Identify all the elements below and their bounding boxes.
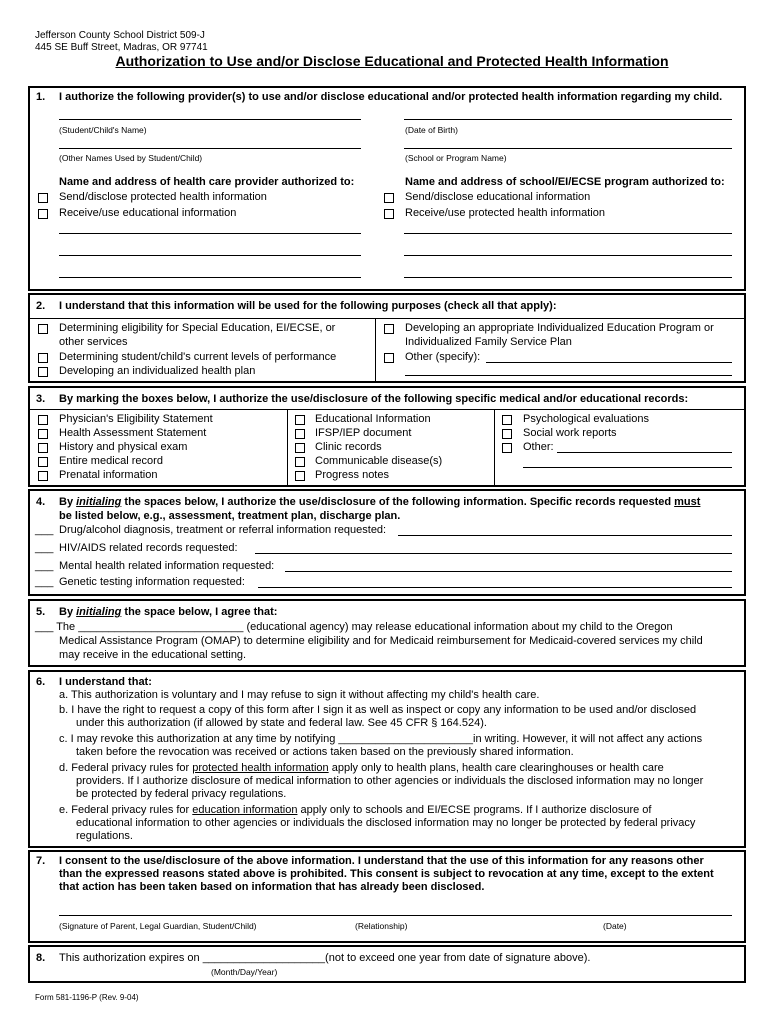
genetic-field[interactable]	[258, 587, 732, 588]
record-progress-label: Progress notes	[315, 469, 389, 481]
record-physician-checkbox[interactable]	[38, 415, 48, 425]
school-receive-label: Receive/use protected health information	[405, 207, 605, 219]
section-8	[28, 945, 746, 983]
record-health-assessment-checkbox[interactable]	[38, 429, 48, 439]
section-2-number: 2.	[36, 300, 46, 312]
record-psychological-checkbox[interactable]	[502, 415, 512, 425]
record-communicable-checkbox[interactable]	[295, 457, 305, 467]
form-number: Form 581-1196-P (Rev. 9-04)	[35, 993, 139, 1002]
understand-e-3: regulations.	[76, 830, 133, 842]
mental-health-label: Mental health related information requested:	[59, 560, 275, 572]
understand-e-2: educational information to other agencies or individuals the disclosed information may no longer be protected by federal privacy	[76, 817, 696, 829]
purpose-eligibility-checkbox[interactable]	[38, 324, 48, 334]
expiration-text[interactable]: This authorization expires on ____________________(not to exceed one year from date of signature above).	[59, 952, 591, 964]
date-of-birth-field[interactable]	[404, 119, 732, 120]
record-prenatal-label: Prenatal information	[59, 469, 158, 481]
mental-health-field[interactable]	[285, 571, 732, 572]
record-physician-label: Physician's Eligibility Statement	[59, 413, 213, 425]
drug-alcohol-initial-blank[interactable]: ___	[35, 524, 54, 536]
provider-send-label: Send/disclose protected health information	[59, 191, 267, 203]
omap-agreement-line-3: may receive in the educational setting.	[59, 649, 247, 661]
record-other-label: Other:	[523, 441, 554, 453]
school-receive-checkbox[interactable]	[384, 209, 394, 219]
provider-address-line-3[interactable]	[59, 277, 361, 278]
date-caption: (Date)	[603, 921, 627, 931]
understand-c-2: taken before the revocation was received or actions taken based on the previously shared information.	[76, 746, 574, 758]
district-address: 445 SE Buff Street, Madras, OR 97741	[35, 42, 208, 53]
relationship-caption: (Relationship)	[355, 921, 408, 931]
section-5-heading: By initialing the space below, I agree that:	[59, 606, 278, 618]
record-history-checkbox[interactable]	[38, 443, 48, 453]
district-name: Jefferson County School District 509-J	[35, 30, 205, 41]
purpose-other-field[interactable]	[486, 362, 732, 363]
understand-c-1[interactable]: c. I may revoke this authorization at any time by notifying ______________________in writing. However, it will not affect any actions	[59, 733, 703, 745]
purpose-iep-label: Developing an appropriate Individualized Education Program or	[405, 322, 714, 334]
record-ifsp-iep-label: IFSP/IEP document	[315, 427, 412, 439]
section-4-heading: By initialing the spaces below, I authorize the use/disclosure of the following information. Specific records requested must	[59, 496, 701, 508]
section-4-heading-2: be listed below, e.g., assessment, treatment plan, discharge plan.	[59, 510, 401, 522]
purpose-health-plan-checkbox[interactable]	[38, 367, 48, 377]
drug-alcohol-label: Drug/alcohol diagnosis, treatment or referral information requested:	[59, 524, 387, 536]
understand-d-1: d. Federal privacy rules for protected health information apply only to health plans, health care clearinghouses or health care	[59, 762, 664, 774]
date-of-birth-caption: (Date of Birth)	[405, 125, 458, 135]
section-5	[28, 599, 746, 667]
provider-address-line-1[interactable]	[59, 233, 361, 234]
purpose-performance-checkbox[interactable]	[38, 353, 48, 363]
section-4	[28, 489, 746, 596]
record-health-assessment-label: Health Assessment Statement	[59, 427, 207, 439]
school-address-line-3[interactable]	[404, 277, 732, 278]
omap-agreement-line-1[interactable]: ___ The ___________________________ (educational agency) may release educational information about my child to the Oregon	[35, 621, 673, 633]
purpose-health-plan-label: Developing an individualized health plan	[59, 365, 256, 377]
school-program-caption: (School or Program Name)	[405, 153, 507, 163]
record-educational-label: Educational Information	[315, 413, 431, 425]
hiv-aids-field[interactable]	[255, 553, 732, 554]
school-address-line-1[interactable]	[404, 233, 732, 234]
consent-line-3: that action has been taken based on information that has already been disclosed.	[59, 881, 485, 893]
school-send-checkbox[interactable]	[384, 193, 394, 203]
genetic-label: Genetic testing information requested:	[59, 576, 245, 588]
purpose-eligibility-label-2: other services	[59, 336, 128, 348]
signature-field[interactable]	[59, 915, 732, 916]
section-6-number: 6.	[36, 676, 46, 688]
provider-send-checkbox[interactable]	[38, 193, 48, 203]
form-title: Authorization to Use and/or Disclose Educational and Protected Health Information	[115, 53, 669, 69]
section-5-number: 5.	[36, 606, 46, 618]
section-3-heading: By marking the boxes below, I authorize the use/disclosure of the following specific medical and/or educational records:	[59, 393, 689, 405]
record-educational-checkbox[interactable]	[295, 415, 305, 425]
record-other-field-2[interactable]	[523, 467, 732, 468]
district-header	[35, 30, 208, 54]
purpose-other-checkbox[interactable]	[384, 353, 394, 363]
section-4-number: 4.	[36, 496, 46, 508]
record-social-work-label: Social work reports	[523, 427, 617, 439]
section-3-number: 3.	[36, 393, 46, 405]
genetic-initial-blank[interactable]: ___	[35, 576, 54, 588]
provider-receive-checkbox[interactable]	[38, 209, 48, 219]
section-6	[28, 670, 746, 848]
expiration-caption: (Month/Day/Year)	[211, 967, 278, 977]
record-social-work-checkbox[interactable]	[502, 429, 512, 439]
signature-caption: (Signature of Parent, Legal Guardian, Student/Child)	[59, 921, 257, 931]
record-prenatal-checkbox[interactable]	[38, 471, 48, 481]
purpose-performance-label: Determining student/child's current levels of performance	[59, 351, 337, 363]
other-names-caption: (Other Names Used by Student/Child)	[59, 153, 203, 163]
consent-line-2: than the expressed reasons stated above is prohibited. This consent is subject to revocation at any time, except to the extent	[59, 868, 714, 880]
school-send-label: Send/disclose educational information	[405, 191, 591, 203]
section-3	[28, 386, 746, 487]
hiv-aids-initial-blank[interactable]: ___	[35, 542, 54, 554]
record-other-field[interactable]	[557, 452, 732, 453]
other-names-field[interactable]	[59, 148, 361, 149]
school-heading: Name and address of school/EI/ECSE program authorized to:	[405, 176, 725, 188]
section-2	[28, 293, 746, 383]
record-ifsp-iep-checkbox[interactable]	[295, 429, 305, 439]
purpose-eligibility-label: Determining eligibility for Special Education, EI/ECSE, or	[59, 322, 336, 334]
understand-d-3: be protected by federal privacy regulations.	[76, 788, 287, 800]
mental-health-initial-blank[interactable]: ___	[35, 560, 54, 572]
provider-address-line-2[interactable]	[59, 255, 361, 256]
provider-heading: Name and address of health care provider authorized to:	[59, 176, 355, 188]
understand-a: a. This authorization is voluntary and I may refuse to sign it without affecting my child's health care.	[59, 689, 540, 701]
school-program-field[interactable]	[404, 148, 732, 149]
record-clinic-label: Clinic records	[315, 441, 382, 453]
drug-alcohol-field[interactable]	[398, 535, 732, 536]
provider-receive-label: Receive/use educational information	[59, 207, 237, 219]
section-6-heading: I understand that:	[59, 676, 152, 688]
hiv-aids-label: HIV/AIDS related records requested:	[59, 542, 238, 554]
record-entire-medical-label: Entire medical record	[59, 455, 163, 467]
student-name-caption: (Student/Child's Name)	[59, 125, 147, 135]
section-2-heading: I understand that this information will be used for the following purposes (check all that apply):	[59, 300, 557, 312]
record-progress-checkbox[interactable]	[295, 471, 305, 481]
purpose-other-field-2[interactable]	[405, 375, 732, 376]
section-1	[28, 86, 746, 291]
record-clinic-checkbox[interactable]	[295, 443, 305, 453]
record-psychological-label: Psychological evaluations	[523, 413, 649, 425]
understand-b-1: b. I have the right to request a copy of this form after I sign it as well as inspect or copy any information to be used and/or disclosed	[59, 704, 697, 716]
understand-d-2: providers. If I authorize disclosure of medical information to other agencies or individuals the disclosed information may no longer	[76, 775, 704, 787]
section-7-number: 7.	[36, 855, 46, 867]
record-other-checkbox[interactable]	[502, 443, 512, 453]
student-name-field[interactable]	[59, 119, 361, 120]
purpose-iep-checkbox[interactable]	[384, 324, 394, 334]
section-7	[28, 850, 746, 943]
record-history-label: History and physical exam	[59, 441, 188, 453]
understand-b-2: under this authorization (if allowed by state and federal law. See 45 CFR § 164.524).	[76, 717, 487, 729]
purpose-iep-label-2: Individualized Family Service Plan	[405, 336, 572, 348]
section-1-heading: I authorize the following provider(s) to use and/or disclose educational and/or protected health information regarding my child.	[59, 91, 723, 103]
section-8-number: 8.	[36, 952, 46, 964]
section-1-number: 1.	[36, 91, 46, 103]
record-entire-medical-checkbox[interactable]	[38, 457, 48, 467]
record-communicable-label: Communicable disease(s)	[315, 455, 443, 467]
purpose-other-label: Other (specify):	[405, 351, 481, 363]
consent-line-1: I consent to the use/disclosure of the above information. I understand that the use of this information for any reasons other	[59, 855, 704, 867]
omap-agreement-line-2: Medical Assistance Program (OMAP) to determine eligibility and for Medicaid reimbursement for Medicaid-covered services my child	[59, 635, 703, 647]
understand-e-1: e. Federal privacy rules for education information apply only to schools and EI/ECSE programs. If I authorize disclosure of	[59, 804, 652, 816]
school-address-line-2[interactable]	[404, 255, 732, 256]
